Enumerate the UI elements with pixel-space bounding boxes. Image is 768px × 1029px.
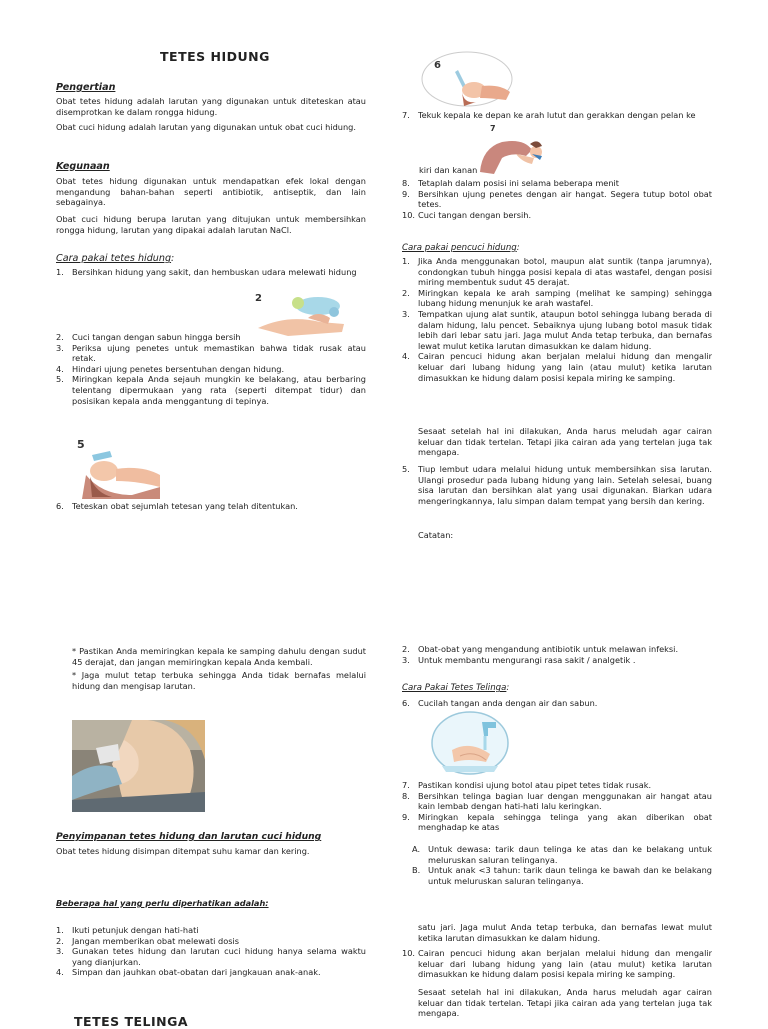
list-item-number: 9. [402, 188, 410, 199]
heading-kegunaan: Kegunaan [56, 161, 110, 172]
fig6-label: 6 [434, 60, 441, 71]
list-item-text: Miringkan kepala sehingga telinga yang akan diberikan obat menghadap ke atas [418, 811, 712, 833]
list-item-number: 9. [402, 811, 410, 822]
list-item [56, 925, 366, 936]
heading-penyimpanan: Penyimpanan tetes hidung dan larutan cuci hidung [56, 831, 322, 842]
note-2: * Jaga mulut tetap terbuka sehingga Anda tidak bernafas melalui hidung dan mengisap larutan. [72, 670, 366, 691]
list-item-text: Miringkan kepala Anda sejauh mungkin ke belakang, atau berbaring telentang dipermukaan yang rata (seperti ditempat tidur) dan posisikan kepala anda menggantung di tepinya. [72, 374, 366, 406]
list-item [402, 791, 712, 812]
list-item [56, 267, 366, 278]
list-item-number: 4. [56, 967, 64, 978]
list-item [402, 189, 712, 210]
fig5-label: 5 [77, 438, 85, 451]
heading-cara-pakai-telinga [402, 683, 509, 693]
list-item-text: Miringkan kepala ke arah samping (melihat ke samping) sehingga lubang hidung menunjuk ke arah wastafel. [418, 287, 712, 309]
list-item-number: B. [412, 865, 421, 876]
telinga-note: Sesaat setelah hal ini dilakukan, Anda harus meludah agar cairan keluar dan tidak tertelan. Tetapi jika cairan ada yang tertelan juga tak mengapa. [418, 987, 712, 1019]
list-item-number: 5. [56, 374, 64, 385]
list-item-text: Simpan dan jauhkan obat-obatan dari jangkauan anak-anak. [72, 967, 321, 978]
list-item [412, 865, 712, 886]
list-item-number: 3. [56, 946, 64, 957]
list-item-text: Tekuk kepala ke depan ke arah lutut dan gerakkan dengan pelan ke [418, 110, 696, 120]
photo-nasal-rinse-svg [72, 720, 205, 812]
list-item-number: 7. [402, 110, 410, 120]
kegunaan-p1: Obat tetes hidung digunakan untuk mendapatkan efek lokal dengan mengandung bahan-bahan seperti antibiotik, antiseptik, dan lain sebagainya. [56, 176, 366, 208]
list-item-number: 3. [56, 342, 64, 353]
list-item-text: Gunakan tetes hidung dan larutan cuci hidung hanya selama waktu yang dianjurkan. [72, 946, 366, 967]
cara-pakai-pencuci-colon: : [516, 243, 520, 253]
list-item-number: 6. [56, 501, 64, 511]
list-item [402, 812, 712, 833]
list-item-text: Pastikan kondisi ujung botol atau pipet tetes tidak rusak. [418, 780, 652, 790]
list-item-text: Jangan memberikan obat melewati dosis [72, 935, 240, 946]
catatan-label: Catatan: [418, 530, 454, 540]
tetes-steps-b [56, 332, 366, 406]
list-item-text: Tiup lembut udara melalui hidung untuk membersihkan sisa larutan. Ulangi prosedur pada lubang hidung yang lain. Setelah selesai, buang sisa larutan dan bersihkan alat yang usai digunakan. Biarkan udara mengeringkannya, lalu simpan dalam tempat yang bersih dan kering. [418, 464, 712, 506]
fig-washing-hands [430, 710, 510, 776]
telinga-uses [402, 644, 712, 665]
telinga-steps-c [402, 948, 712, 980]
list-item [402, 655, 712, 666]
list-item [56, 501, 366, 512]
list-item [56, 332, 366, 343]
list-item-text: Ikuti petunjuk dengan hati-hati [72, 925, 199, 935]
list-item-number: 5. [402, 464, 410, 474]
tetes-steps-c [56, 501, 366, 512]
list-item-number: 1. [56, 267, 64, 277]
list-item-text: Bersihkan telinga bagian luar dengan menggunakan air hangat atau kain lembab dengan hati-hati lalu keringkan. [418, 790, 712, 812]
list-item-text: Periksa ujung penetes untuk memastikan bahwa tidak rusak atau retak. [72, 342, 366, 364]
fig-cleaning-nose-svg [248, 288, 366, 338]
cara-pakai-tetes-colon: : [171, 253, 175, 264]
pengertian-p1: Obat tetes hidung adalah larutan yang digunakan untuk diteteskan atau disemprotkan ke dalam rongga hidung. [56, 96, 366, 117]
fig2-label: 2 [255, 293, 262, 304]
list-item-text: Untuk anak <3 tahun: tarik daun telinga ke bawah dan ke belakang untuk meluruskan saluran telinganya. [428, 865, 712, 886]
list-item-text: Cuci tangan dengan bersih. [418, 209, 532, 220]
list-item-number: 10. [402, 209, 416, 220]
list-item [402, 309, 712, 351]
list-item-text: Cairan pencuci hidung akan berjalan melalui hidung dan mengalir keluar dari lubang hidung yang lain (atau mulut) ketika larutan dimasukkan ke hidung dalam posisi kepala miring ke samping. [418, 948, 712, 980]
right-steps-a [402, 110, 712, 121]
list-item [402, 351, 712, 383]
penyimpanan-text: Obat tetes hidung disimpan ditempat suhu kamar dan kering. [56, 846, 310, 856]
note-1: * Pastikan Anda memiringkan kepala ke samping dahulu dengan sudut 45 derajat, dan jangan memiringkan kepala Anda kembali. [72, 646, 366, 667]
right-steps-b [402, 178, 712, 220]
list-item [412, 844, 712, 865]
list-item [402, 644, 712, 655]
fig-lying-head-back-svg [72, 435, 160, 499]
list-item-number: 7. [402, 780, 410, 790]
photo-nasal-rinse [72, 720, 205, 812]
list-item-number: 4. [402, 351, 410, 362]
pengertian-p2: Obat cuci hidung adalah larutan yang digunakan untuk obat cuci hidung. [56, 122, 356, 132]
list-item-text: Cucilah tangan anda dengan air dan sabun. [418, 698, 598, 708]
fig7-label: 7 [490, 124, 496, 133]
kegunaan-p2: Obat cuci hidung berupa larutan yang ditujukan untuk membersihkan rongga hidung, larutan yang dipakai adalah larutan NaCl. [56, 214, 366, 235]
list-item-text: Tempatkan ujung alat suntik, ataupun botol sehingga lubang berada di dalam hidung, lalu pencet. Sebaiknya ujung lubang botol masuk tidak lebih dari lebar satu jari. Jaga mulut Anda tetap terbuka, dan bernafas lewat mulut ketika larutan dimasukkan ke dalam hidung. [418, 308, 712, 351]
list-item-number: 1. [56, 925, 64, 935]
heading-pengertian: Pengertian [56, 82, 116, 93]
pencuci-steps-a [402, 256, 712, 383]
perhatian-list [56, 925, 366, 978]
list-item-number: 3. [402, 308, 410, 319]
pencuci-steps-b [402, 464, 712, 506]
cara-pakai-pencuci-title: Cara pakai pencuci hidung [402, 243, 517, 253]
list-item [402, 698, 712, 709]
list-item [402, 178, 712, 189]
list-item-text: Bersihkan ujung penetes dengan air hangat. Segera tutup botol obat tetes. [418, 188, 712, 210]
list-item-text: Untuk dewasa: tarik daun telinga ke atas dan ke belakang untuk meluruskan saluran telinganya. [428, 844, 712, 865]
list-item-number: 8. [402, 790, 410, 801]
list-item-text: Obat-obat yang mengandung antibiotik untuk melawan infeksi. [418, 644, 679, 654]
list-item [402, 110, 712, 121]
list-item-number: 10. [402, 948, 416, 958]
fig-bend-forward-svg [476, 122, 544, 174]
list-item-number: 2. [56, 332, 64, 342]
list-item [402, 948, 712, 980]
cara-pakai-telinga-title: Cara Pakai Tetes Telinga [402, 683, 507, 693]
list-item [402, 288, 712, 309]
list-item-text: Hindari ujung penetes bersentuhan dengan hidung. [72, 363, 285, 374]
fig-bend-forward [476, 122, 544, 174]
fig-washing-hands-svg [430, 710, 510, 776]
telinga-cont: satu jari. Jaga mulut Anda tetap terbuka, dan bernafas lewat mulut ketika larutan dimasukkan ke dalam hidung. [418, 922, 712, 943]
list-item-number: 3. [402, 654, 410, 665]
list-item [56, 936, 366, 947]
list-item [402, 256, 712, 288]
list-item-number: A. [412, 844, 421, 854]
page-title: TETES HIDUNG [160, 49, 270, 64]
list-item-number: 2. [56, 935, 64, 946]
heading-cara-pakai-pencuci [402, 243, 520, 253]
list-item-number: 2. [402, 644, 410, 654]
telinga-steps-b [402, 780, 712, 833]
heading-cara-pakai-tetes [56, 253, 174, 264]
list-item-number: 6. [402, 698, 410, 708]
list-item-text: Bersihkan hidung yang sakit, dan hembuskan udara melewati hidung [72, 267, 357, 277]
list-item [56, 946, 366, 967]
cara-pakai-tetes-title: Cara pakai tetes hidung [56, 253, 172, 264]
list-item-number: 2. [402, 287, 410, 298]
list-item [56, 374, 366, 406]
list-item-number: 8. [402, 178, 410, 188]
list-item [402, 210, 712, 221]
list-item-number: 4. [56, 363, 64, 374]
list-item-text: Tetaplah dalam posisi ini selama beberapa menit [418, 178, 620, 188]
tetes-steps-a [56, 267, 366, 278]
fig-step-6 [420, 50, 514, 108]
fig-step-6-svg [420, 50, 514, 108]
list-item-text: Teteskan obat sejumlah tetesan yang telah ditentukan. [72, 501, 298, 511]
list-item-text: Untuk membantu mengurangi rasa sakit / analgetik . [418, 654, 636, 665]
list-item [56, 343, 366, 364]
list-item [402, 464, 712, 506]
list-item [402, 780, 712, 791]
cara-pakai-telinga-colon: : [506, 683, 510, 693]
telinga-title: TETES TELINGA [74, 1014, 189, 1029]
list-item [56, 364, 366, 375]
list-item-text: Cairan pencuci hidung akan berjalan melalui hidung dan mengalir keluar dari lubang hidung yang lain (atau mulut) ketika larutan dimasukkan ke hidung dalam posisi kepala miring ke samping. [418, 351, 712, 383]
list-item-text: Cuci tangan dengan sabun hingga bersih [72, 332, 241, 342]
fig-cleaning-nose [248, 288, 366, 338]
telinga-steps-a [402, 698, 712, 709]
telinga-substeps [412, 844, 712, 886]
list-item-number: 1. [402, 256, 410, 266]
pencuci-note: Sesaat setelah hal ini dilakukan, Anda harus meludah agar cairan keluar dan tidak tertelan. Tetapi jika cairan ada yang tertelan juga tak mengapa. [418, 426, 712, 458]
list-item [56, 967, 366, 978]
fig-lying-head-back [72, 435, 160, 499]
list-item-text: Jika Anda menggunakan botol, maupun alat suntik (tanpa jarumnya), condongkan tubuh hingga posisi kepala di atas wastafel, dengan posisi miring membentuk sudut 45 derajat. [418, 256, 712, 288]
heading-perhatian: Beberapa hal yang perlu diperhatikan adalah: [56, 898, 269, 908]
right-step7-cont: kiri dan kanan [419, 165, 478, 175]
